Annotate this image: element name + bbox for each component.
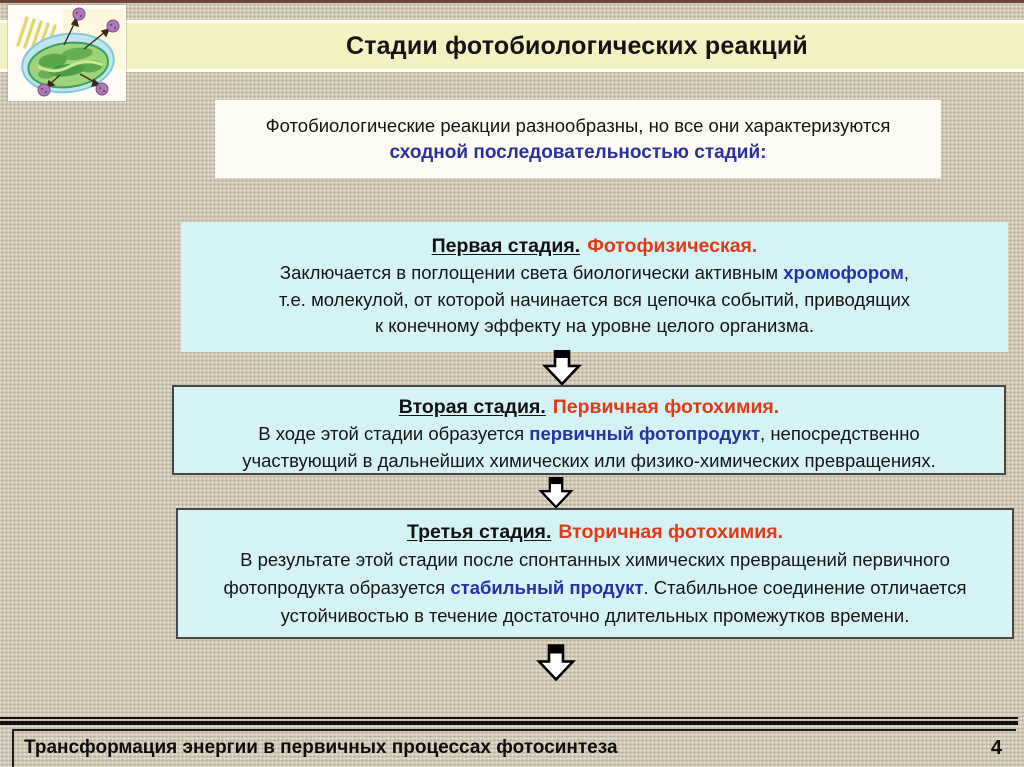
stage-3-name: Третья стадия. (406, 521, 552, 543)
footer-rule-thick (0, 721, 1018, 725)
intro-box (215, 100, 941, 178)
stage-3-body-line: фотопродукта образуется стабильный продукт. Стабильное соединение отличается (223, 577, 967, 598)
stage-1-type: Фотофизическая. (587, 235, 758, 257)
stage-box-2 (172, 385, 1006, 475)
stage-box-3 (176, 508, 1014, 639)
stage-3-body-line: устойчивостью в течение достаточно длительных промежутков времени. (280, 605, 910, 626)
header-band (0, 20, 1024, 72)
top-edge-line (0, 0, 1024, 3)
stage-3-type: Вторичная фотохимия. (558, 521, 784, 543)
stage-1-body-line: т.е. молекулой, от которой начинается вся цепочка событий, приводящих (278, 288, 911, 310)
stage-2-name: Вторая стадия. (398, 396, 546, 418)
footer-frame (12, 729, 1016, 767)
slide-title: Стадии фотобиологических реакций (345, 31, 808, 60)
footer-title: Трансформация энергии в первичных процессах фотосинтеза (24, 737, 618, 758)
stage-2-body-line: В ходе этой стадии образуется первичный фотопродукт, непосредственно (258, 423, 920, 444)
stage-1-body-line: к конечному эффекту на уровне целого организма. (375, 315, 814, 336)
stage-1-title (181, 233, 1008, 260)
stage-3-body-line: В результате этой стадии после спонтанных химических превращений первичного (240, 549, 950, 570)
stage-3-title (178, 519, 1012, 546)
page-number: 4 (990, 737, 1002, 759)
footer-rule-thin (0, 717, 1018, 719)
down-arrow-icon (542, 350, 582, 385)
intro-line-1: Фотобиологические реакции разнообразны, но все они характеризуются (265, 115, 891, 136)
chloroplast-icon (8, 5, 126, 101)
stage-box-1 (181, 222, 1008, 352)
logo-box (8, 5, 126, 101)
stage-1-body-line: Заключается в поглощении света биологически активным хромофором, (279, 262, 910, 283)
stage-2-body-line: участвующий в дальнейших химических или физико-химических превращениях. (242, 449, 936, 471)
stage-2-type: Первичная фотохимия. (552, 396, 780, 418)
stage-1-name: Первая стадия. (431, 235, 581, 257)
down-arrow-icon (536, 477, 576, 508)
stage-2-title (174, 394, 1004, 421)
down-arrow-icon (536, 643, 576, 683)
intro-line-2-highlight: сходной последовательностью стадий: (389, 142, 767, 163)
